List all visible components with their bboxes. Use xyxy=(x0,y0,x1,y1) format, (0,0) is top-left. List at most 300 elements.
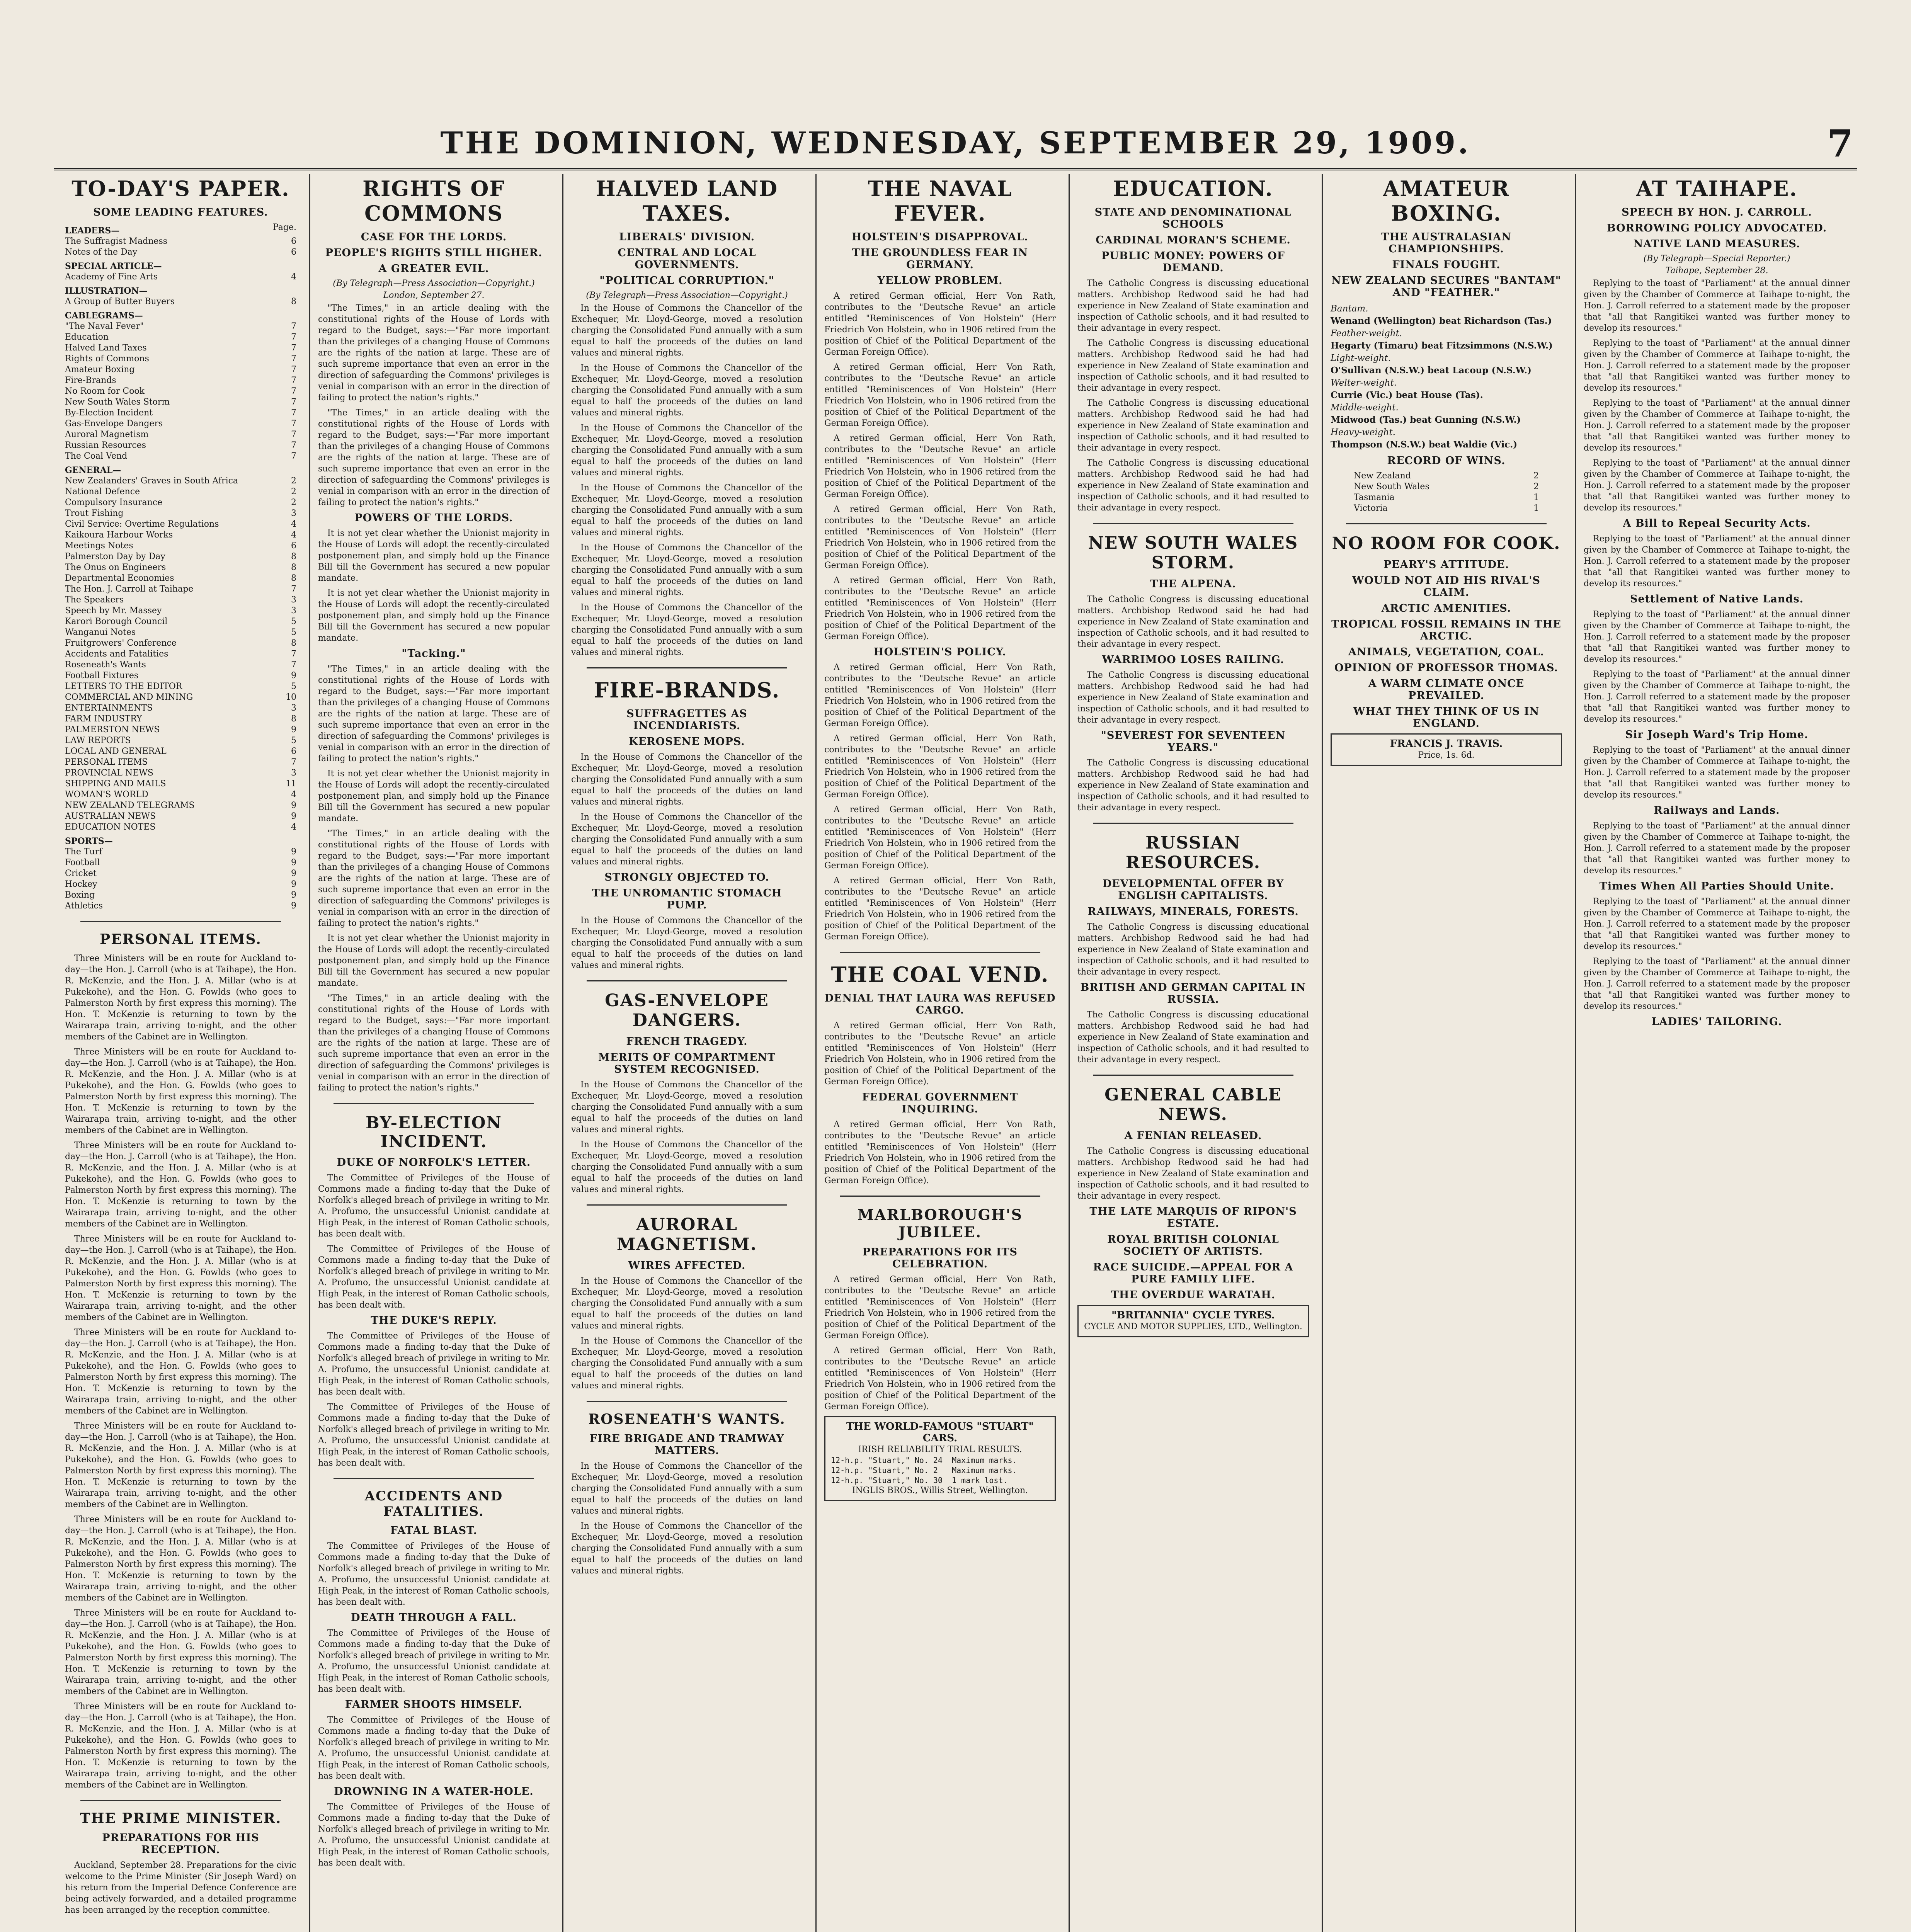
boxing-result-line: Thompson (N.S.W.) beat Waldie (Vic.) xyxy=(1331,439,1518,450)
column-rule xyxy=(815,174,817,1932)
section-subheading: WOULD NOT AID HIS RIVAL'S CLAIM. xyxy=(1352,575,1540,599)
index-title: Karori Borough Council xyxy=(65,617,168,626)
index-page: 2 xyxy=(291,476,296,486)
index-page: 4 xyxy=(291,822,296,832)
section-subheading: MERITS OF COMPARTMENT SYSTEM RECOGNISED. xyxy=(598,1051,776,1075)
article-text: A retired German official, Herr Von Rath, contributes to the "Deutsche Revue" an article entitled "Reminiscences of Von Holstein" (Herr Friedrich Von Holstein, who in 1906 retired from the position of Chief of the Political Department of the German Foreign Office). xyxy=(824,362,1056,428)
article-text: In the House of Commons the Chancellor of the Exchequer, Mr. Lloyd-George, moved a resolution charging the Consolidated Fund annually with a sum equal to half the proceeds of the duties on land values and mineral rights. xyxy=(571,423,803,478)
index-group-general xyxy=(65,476,296,692)
index-row xyxy=(65,670,296,681)
index-title: Academy of Fine Arts xyxy=(65,272,158,282)
page-number: 7 xyxy=(1827,122,1853,165)
index-row xyxy=(65,868,296,879)
index-title: By-Election Incident xyxy=(65,408,153,418)
index-row xyxy=(65,541,296,551)
section-subheading: PREPARATIONS FOR ITS CELEBRATION. xyxy=(862,1246,1018,1270)
index-title: Compulsory Insurance xyxy=(65,498,163,507)
section-subheading: SUFFRAGETTES AS INCENDIARISTS. xyxy=(626,708,747,732)
index-title: Auroral Magnetism xyxy=(65,430,149,439)
index-title: Gas-Envelope Dangers xyxy=(65,419,163,429)
index-title: FARM INDUSTRY xyxy=(65,714,142,724)
column-naval-fever xyxy=(817,174,1063,1932)
article-subheading: A Bill to Repeal Security Acts. xyxy=(1623,517,1811,529)
article-subheading: RACE SUICIDE.—APPEAL FOR A PURE FAMILY LIFE. xyxy=(1093,1261,1293,1285)
index-title: Civil Service: Overtime Regulations xyxy=(65,519,219,529)
index-title: The Turf xyxy=(65,847,102,857)
index-title: WOMAN'S WORLD xyxy=(65,790,148,799)
divider xyxy=(334,1103,534,1104)
article-text: Three Ministers will be en route for Auckland to-day—the Hon. J. Carroll (who is at Taihape), the Hon. R. McKenzie, and the Hon. J. A. Millar (who is at Pukekohe), and the Hon. G. Fowlds (who goes to Palmerston North by first express this morning). The Hon. T. McKenzie is returning to town by the Wairarapa train, arriving to-night, and the other members of the Cabinet are in Wellington. xyxy=(65,1328,296,1416)
article-text: Replying to the toast of "Parliament" at the annual dinner given by the Chamber of Commerce at Taihape to-night, the Hon. J. Carroll referred to a statement made by the proposer that "all that Rangitikei wanted was further money to develop its resources." xyxy=(1584,458,1850,513)
index-row xyxy=(65,857,296,868)
index-title: ENTERTAINMENTS xyxy=(65,703,153,713)
article-text: The Committee of Privileges of the House of Commons made a finding to-day that the Duke of Norfolk's alleged breach of privilege in writing to Mr. A. Profumo, the unsuccessful Unionist candidate at High Peak, in the interest of Roman Catholic schools, has been dealt with. xyxy=(318,1541,550,1607)
article-text: In the House of Commons the Chancellor of the Exchequer, Mr. Lloyd-George, moved a resolution charging the Consolidated Fund annually with a sum equal to half the proceeds of the duties on land values and mineral rights. xyxy=(571,812,803,867)
article-text: It is not yet clear whether the Unionist majority in the House of Lords will adopt the recently-circulated postponement plan, and simply hold up the Finance Bill till the Government has secured a new popular mandate. xyxy=(318,529,550,583)
index-row xyxy=(65,605,296,616)
boxing-result-line: O'Sullivan (N.S.W.) beat Lacoup (N.S.W.) xyxy=(1331,365,1532,376)
article-text: Three Ministers will be en route for Auckland to-day—the Hon. J. Carroll (who is at Taihape), the Hon. R. McKenzie, and the Hon. J. A. Millar (who is at Pukekohe), and the Hon. G. Fowlds (who goes to Palmerston North by first express this morning). The Hon. T. McKenzie is returning to town by the Wairarapa train, arriving to-night, and the other members of the Cabinet are in Wellington. xyxy=(65,1234,296,1322)
article-subheading: FATAL BLAST. xyxy=(390,1525,478,1537)
index-title: PERSONAL ITEMS xyxy=(65,757,148,767)
index-page: 8 xyxy=(291,552,296,561)
index-row xyxy=(65,890,296,901)
index-title: The Onus on Engineers xyxy=(65,563,166,572)
section-subheading: SPEECH BY HON. J. CARROLL. xyxy=(1622,206,1812,218)
index-title: EDUCATION NOTES xyxy=(65,822,156,832)
section-subheading: NATIVE LAND MEASURES. xyxy=(1633,238,1800,250)
article-subheading: STRONGLY OBJECTED TO. xyxy=(604,871,769,883)
divider xyxy=(1093,823,1293,824)
index-page: 8 xyxy=(291,563,296,572)
index-page: 3 xyxy=(291,703,296,713)
index-title: Speech by Mr. Massey xyxy=(65,606,162,616)
index-title: The Suffragist Madness xyxy=(65,236,168,246)
index-page: 9 xyxy=(291,879,296,889)
section-subheading: A GREATER EVIL. xyxy=(378,263,489,275)
article-text: A retired German official, Herr Von Rath, contributes to the "Deutsche Revue" an article entitled "Reminiscences of Von Holstein" (Herr Friedrich Von Holstein, who in 1906 retired from the position of Chief of the Political Department of the German Foreign Office). xyxy=(824,663,1056,728)
article-text: Three Ministers will be en route for Auckland to-day—the Hon. J. Carroll (who is at Taihape), the Hon. R. McKenzie, and the Hon. J. A. Millar (who is at Pukekohe), and the Hon. G. Fowlds (who goes to Palmerston North by first express this morning). The Hon. T. McKenzie is returning to town by the Wairarapa train, arriving to-night, and the other members of the Cabinet are in Wellington. xyxy=(65,1515,296,1603)
ad-footer: Price, 1s. 6d. xyxy=(1418,750,1475,760)
index-row xyxy=(65,746,296,757)
section-subheading: THE AUSTRALASIAN CHAMPIONSHIPS. xyxy=(1381,231,1511,255)
index-page: 7 xyxy=(291,440,296,450)
article-text: It is not yet clear whether the Unionist majority in the House of Lords will adopt the recently-circulated postponement plan, and simply hold up the Finance Bill till the Government has secured a new popular mandate. xyxy=(318,934,550,988)
article-text: It is not yet clear whether the Unionist majority in the House of Lords will adopt the recently-circulated postponement plan, and simply hold up the Finance Bill till the Government has secured a new popular mandate. xyxy=(318,769,550,823)
newspaper-title: THE DOMINION, WEDNESDAY, SEPTEMBER 29, 1909. xyxy=(440,126,1471,161)
article-text: "The Times," in an article dealing with the constitutional rights of the House of Lords with regard to the Budget, says:—"Far more important than the privileges of a changing House of Commons are the rights of the nation at large. These are of such supreme importance that even an error in the direction of safeguarding the Commons' privileges is venial in comparison with an error in the direction of failing to protect the nation's rights." xyxy=(318,664,550,764)
article-text: The Catholic Congress is discussing educational matters. Archbishop Redwood said he had had experience in New Zealand of State examination and inspection of Catholic schools, and it had resulted to their advantage in every respect. xyxy=(1077,1010,1309,1065)
article-text: "The Times," in an article dealing with the constitutional rights of the House of Lords with regard to the Budget, says:—"Far more important than the privileges of a changing House of Commons are the rights of the nation at large. These are of such supreme importance that even an error in the direction of safeguarding the Commons' privileges is venial in comparison with an error in the direction of failing to protect the nation's rights." xyxy=(318,993,550,1093)
article-text: Replying to the toast of "Parliament" at the annual dinner given by the Chamber of Commerce at Taihape to-night, the Hon. J. Carroll referred to a statement made by the proposer that "all that Rangitikei wanted was further money to develop its resources." xyxy=(1584,398,1850,453)
divider xyxy=(1093,1075,1293,1076)
article-text: Replying to the toast of "Parliament" at the annual dinner given by the Chamber of Commerce at Taihape to-night, the Hon. J. Carroll referred to a statement made by the proposer that "all that Rangitikei wanted was further money to develop its resources." xyxy=(1584,957,1850,1011)
section-heading: ACCIDENTS AND FATALITIES. xyxy=(364,1488,503,1519)
index-row xyxy=(65,724,296,735)
index-row xyxy=(1354,492,1539,503)
article-text: A retired German official, Herr Von Rath, contributes to the "Deutsche Revue" an article entitled "Reminiscences of Von Holstein" (Herr Friedrich Von Holstein, who in 1906 retired from the position of Chief of the Political Department of the German Foreign Office). xyxy=(824,434,1056,499)
index-title: New South Wales xyxy=(1354,482,1429,492)
section-subheading: DUKE OF NORFOLK'S LETTER. xyxy=(337,1156,531,1168)
article-text: A retired German official, Herr Von Rath, contributes to the "Deutsche Revue" an article entitled "Reminiscences of Von Holstein" (Herr Friedrich Von Holstein, who in 1906 retired from the position of Chief of the Political Department of the German Foreign Office). xyxy=(824,1120,1056,1185)
advertisement-ladies-tailoring: LADIES' TAILORING. xyxy=(1651,1016,1782,1028)
index-group-sports xyxy=(65,847,296,912)
index-title: Athletics xyxy=(65,901,103,911)
index-title: Football Fixtures xyxy=(65,671,139,680)
index-row xyxy=(65,562,296,573)
column-rule xyxy=(1575,174,1576,1932)
index-row xyxy=(65,476,296,486)
section-heading: THE NAVAL FEVER. xyxy=(868,176,1013,226)
index-page: 9 xyxy=(291,901,296,911)
article-text: A retired German official, Herr Von Rath, contributes to the "Deutsche Revue" an article entitled "Reminiscences of Von Holstein" (Herr Friedrich Von Holstein, who in 1906 retired from the position of Chief of the Political Department of the German Foreign Office). xyxy=(824,1275,1056,1340)
section-subheading: KEROSENE MOPS. xyxy=(629,736,745,748)
index-row xyxy=(65,418,296,429)
index-row xyxy=(65,757,296,768)
index-row xyxy=(65,714,296,724)
article-text: The Catholic Congress is discussing educational matters. Archbishop Redwood said he had had experience in New Zealand of State examination and inspection of Catholic schools, and it had resulted to their advantage in every respect. xyxy=(1077,279,1309,333)
advertisement-travis xyxy=(1331,733,1562,766)
article-text: A retired German official, Herr Von Rath, contributes to the "Deutsche Revue" an article entitled "Reminiscences of Von Holstein" (Herr Friedrich Von Holstein, who in 1906 retired from the position of Chief of the Political Department of the German Foreign Office). xyxy=(824,291,1056,357)
article-text: The Committee of Privileges of the House of Commons made a finding to-day that the Duke of Norfolk's alleged breach of privilege in writing to Mr. A. Profumo, the unsuccessful Unionist candidate at High Peak, in the interest of Roman Catholic schools, has been dealt with. xyxy=(318,1331,550,1397)
index-row xyxy=(65,296,296,307)
index-title: Palmerston Day by Day xyxy=(65,552,165,561)
divider xyxy=(840,1196,1040,1197)
column-rule xyxy=(1069,174,1070,1932)
index-label: ILLUSTRATION— xyxy=(65,286,148,296)
article-text: The Catholic Congress is discussing educational matters. Archbishop Redwood said he had had experience in New Zealand of State examination and inspection of Catholic schools, and it had resulted to their advantage in every respect. xyxy=(1077,922,1309,977)
index-row xyxy=(65,901,296,912)
article-text: Auckland, September 28. Preparations for the civic welcome to the Prime Minister (Sir Joseph Ward) on his return from the Imperial Defence Conference are being actively forwarded, and a detailed programme has been arranged by the reception committee. xyxy=(65,1861,296,1915)
section-subheading: PEARY'S ATTITUDE. xyxy=(1383,559,1509,571)
article-subheading: OPINION OF PROFESSOR THOMAS. xyxy=(1334,662,1559,674)
article-subheading: A FENIAN RELEASED. xyxy=(1124,1130,1262,1142)
divider xyxy=(587,1401,787,1402)
article-text: Three Ministers will be en route for Auckland to-day—the Hon. J. Carroll (who is at Taihape), the Hon. R. McKenzie, and the Hon. J. A. Millar (who is at Pukekohe), and the Hon. G. Fowlds (who goes to Palmerston North by first express this morning). The Hon. T. McKenzie is returning to town by the Wairarapa train, arriving to-night, and the other members of the Cabinet are in Wellington. xyxy=(65,1047,296,1135)
article-text: A retired German official, Herr Von Rath, contributes to the "Deutsche Revue" an article entitled "Reminiscences of Von Holstein" (Herr Friedrich Von Holstein, who in 1906 retired from the position of Chief of the Political Department of the German Foreign Office). xyxy=(824,505,1056,570)
article-text: A retired German official, Herr Von Rath, contributes to the "Deutsche Revue" an article entitled "Reminiscences of Von Holstein" (Herr Friedrich Von Holstein, who in 1906 retired from the position of Chief of the Political Department of the German Foreign Office). xyxy=(824,805,1056,871)
article-text: The Committee of Privileges of the House of Commons made a finding to-day that the Duke of Norfolk's alleged breach of privilege in writing to Mr. A. Profumo, the unsuccessful Unionist candidate at High Peak, in the interest of Roman Catholic schools, has been dealt with. xyxy=(318,1628,550,1694)
article-text: The Committee of Privileges of the House of Commons made a finding to-day that the Duke of Norfolk's alleged breach of privilege in writing to Mr. A. Profumo, the unsuccessful Unionist candidate at High Peak, in the interest of Roman Catholic schools, has been dealt with. xyxy=(318,1244,550,1310)
index-group-special xyxy=(65,272,296,282)
ad-footer: INGLIS BROS., Willis Street, Wellington. xyxy=(852,1486,1028,1495)
article-text: Replying to the toast of "Parliament" at the annual dinner given by the Chamber of Commerce at Taihape to-night, the Hon. J. Carroll referred to a statement made by the proposer that "all that Rangitikei wanted was further money to develop its resources." xyxy=(1584,279,1850,333)
index-page: 4 xyxy=(291,530,296,540)
article-subheading: Sir Joseph Ward's Trip Home. xyxy=(1625,729,1809,741)
article-text: A retired German official, Herr Von Rath, contributes to the "Deutsche Revue" an article entitled "Reminiscences of Von Holstein" (Herr Friedrich Von Holstein, who in 1906 retired from the position of Chief of the Political Department of the German Foreign Office). xyxy=(824,1346,1056,1412)
article-text: The Catholic Congress is discussing educational matters. Archbishop Redwood said he had had experience in New Zealand of State examination and inspection of Catholic schools, and it had resulted to their advantage in every respect. xyxy=(1077,670,1309,725)
index-row xyxy=(65,408,296,418)
article-text: The Committee of Privileges of the House of Commons made a finding to-day that the Duke of Norfolk's alleged breach of privilege in writing to Mr. A. Profumo, the unsuccessful Unionist candidate at High Peak, in the interest of Roman Catholic schools, has been dealt with. xyxy=(318,1802,550,1868)
index-page: 6 xyxy=(291,747,296,756)
boxing-result-line: Hegarty (Timaru) beat Fitzsimmons (N.S.W.) xyxy=(1331,340,1553,351)
article-text: A retired German official, Herr Von Rath, contributes to the "Deutsche Revue" an article entitled "Reminiscences of Von Holstein" (Herr Friedrich Von Holstein, who in 1906 retired from the position of Chief of the Political Department of the German Foreign Office). xyxy=(824,576,1056,641)
index-page: 3 xyxy=(291,595,296,605)
index-title: LETTERS TO THE EDITOR xyxy=(65,682,182,691)
article-text: Replying to the toast of "Parliament" at the annual dinner given by the Chamber of Commerce at Taihape to-night, the Hon. J. Carroll referred to a statement made by the proposer that "all that Rangitikei wanted was further money to develop its resources." xyxy=(1584,821,1850,876)
article-text: A retired German official, Herr Von Rath, contributes to the "Deutsche Revue" an article entitled "Reminiscences of Von Holstein" (Herr Friedrich Von Holstein, who in 1906 retired from the position of Chief of the Political Department of the German Foreign Office). xyxy=(824,876,1056,942)
index-title: The Coal Vend xyxy=(65,451,128,461)
index-page: 7 xyxy=(291,649,296,659)
article-text: The Committee of Privileges of the House of Commons made a finding to-day that the Duke of Norfolk's alleged breach of privilege in writing to Mr. A. Profumo, the unsuccessful Unionist candidate at High Peak, in the interest of Roman Catholic schools, has been dealt with. xyxy=(318,1715,550,1781)
index-row xyxy=(65,692,296,703)
advertisement-britannia-tyres xyxy=(1077,1305,1309,1337)
index-title: The Hon. J. Carroll at Taihape xyxy=(65,584,194,594)
article-text: The Catholic Congress is discussing educational matters. Archbishop Redwood said he had had experience in New Zealand of State examination and inspection of Catholic schools, and it had resulted to their advantage in every respect. xyxy=(1077,1146,1309,1201)
article-text: Replying to the toast of "Parliament" at the annual dinner given by the Chamber of Commerce at Taihape to-night, the Hon. J. Carroll referred to a statement made by the proposer that "all that Rangitikei wanted was further money to develop its resources." xyxy=(1584,670,1850,724)
section-subheading: RAILWAYS, MINERALS, FORESTS. xyxy=(1087,906,1299,918)
index-row xyxy=(65,879,296,890)
index-title: COMMERCIAL AND MINING xyxy=(65,692,193,702)
index-page: 9 xyxy=(291,890,296,900)
column-rule xyxy=(1322,174,1323,1932)
section-heading: GAS-ENVELOPE DANGERS. xyxy=(605,991,769,1030)
boxing-result-line: Light-weight. xyxy=(1331,353,1391,363)
index-row xyxy=(65,440,296,451)
index-page: 9 xyxy=(291,811,296,821)
index-label: SPORTS— xyxy=(65,836,113,846)
index-page: 7 xyxy=(291,584,296,594)
index-row xyxy=(65,681,296,692)
index-title: Rights of Commons xyxy=(65,354,149,364)
index-page: 7 xyxy=(291,365,296,374)
index-title: Victoria xyxy=(1354,503,1388,513)
article-text: The Catholic Congress is discussing educational matters. Archbishop Redwood said he had had experience in New Zealand of State examination and inspection of Catholic schools, and it had resulted to their advantage in every respect. xyxy=(1077,458,1309,513)
index-page: 6 xyxy=(291,541,296,551)
section-subheading: CENTRAL AND LOCAL GOVERNMENTS. xyxy=(618,247,756,271)
index-row xyxy=(65,354,296,364)
index-row xyxy=(65,551,296,562)
article-text: "The Times," in an article dealing with the constitutional rights of the House of Lords with regard to the Budget, says:—"Far more important than the privileges of a changing House of Commons are the rights of the nation at large. These are of such supreme importance that even an error in the direction of safeguarding the Commons' privileges is venial in comparison with an error in the direction of failing to protect the nation's rights." xyxy=(318,408,550,507)
article-text: Replying to the toast of "Parliament" at the annual dinner given by the Chamber of Commerce at Taihape to-night, the Hon. J. Carroll referred to a statement made by the proposer that "all that Rangitikei wanted was further money to develop its resources." xyxy=(1584,338,1850,393)
article-text: In the House of Commons the Chancellor of the Exchequer, Mr. Lloyd-George, moved a resolution charging the Consolidated Fund annually with a sum equal to half the proceeds of the duties on land values and mineral rights. xyxy=(571,363,803,418)
ad-footer: CYCLE AND MOTOR SUPPLIES, LTD., Wellington. xyxy=(1084,1322,1302,1332)
index-row xyxy=(65,272,296,282)
index-page: 9 xyxy=(291,801,296,810)
article-subheading: BRITISH AND GERMAN CAPITAL IN RUSSIA. xyxy=(1080,981,1306,1005)
section-subheading: DENIAL THAT LAURA WAS REFUSED CARGO. xyxy=(824,992,1056,1016)
index-row xyxy=(65,386,296,397)
index-title: SHIPPING AND MAILS xyxy=(65,779,166,789)
index-title: Kaikoura Harbour Works xyxy=(65,530,173,540)
article-text: "The Times," in an article dealing with the constitutional rights of the House of Lords with regard to the Budget, says:—"Far more important than the privileges of a changing House of Commons are the rights of the nation at large. These are of such supreme importance that even an error in the direction of safeguarding the Commons' privileges is venial in comparison with an error in the direction of failing to protect the nation's rights." xyxy=(318,829,550,928)
boxing-result-line: Middle-weight. xyxy=(1331,403,1399,413)
section-heading: HALVED LAND TAXES. xyxy=(596,176,778,226)
article-text: "The Times," in an article dealing with the constitutional rights of the House of Lords with regard to the Budget, says:—"Far more important than the privileges of a changing House of Commons are the rights of the nation at large. These are of such supreme importance that even an error in the direction of safeguarding the Commons' privileges is venial in comparison with an error in the direction of failing to protect the nation's rights." xyxy=(318,303,550,403)
index-row xyxy=(65,789,296,800)
article-subheading: THE UNROMANTIC STOMACH PUMP. xyxy=(592,887,782,911)
section-heading: THE COAL VEND. xyxy=(831,962,1049,987)
index-title: National Defence xyxy=(65,487,140,497)
index-row xyxy=(65,397,296,408)
record-table xyxy=(1331,471,1562,514)
index-title: Cricket xyxy=(65,869,97,878)
index-row xyxy=(65,247,296,258)
section-subheading: THE GROUNDLESS FEAR IN GERMANY. xyxy=(852,247,1028,271)
article-subheading: Settlement of Native Lands. xyxy=(1630,593,1804,605)
index-label: CABLEGRAMS— xyxy=(65,311,143,321)
boxing-results xyxy=(1331,303,1562,451)
column-amateur-boxing xyxy=(1324,174,1569,1932)
index-page: 6 xyxy=(291,236,296,246)
article-subheading: THE OVERDUE WARATAH. xyxy=(1111,1289,1276,1301)
index-row xyxy=(65,847,296,857)
section-subheading: PEOPLE'S RIGHTS STILL HIGHER. xyxy=(325,247,543,259)
index-row xyxy=(65,321,296,332)
article-subheading: A WARM CLIMATE ONCE PREVAILED. xyxy=(1368,678,1525,702)
article-text: It is not yet clear whether the Unionist majority in the House of Lords will adopt the recently-circulated postponement plan, and simply hold up the Finance Bill till the Government has secured a new popular mandate. xyxy=(318,588,550,643)
article-text: The Committee of Privileges of the House of Commons made a finding to-day that the Duke of Norfolk's alleged breach of privilege in writing to Mr. A. Profumo, the unsuccessful Unionist candidate at High Peak, in the interest of Roman Catholic schools, has been dealt with. xyxy=(318,1402,550,1468)
index-label: LEADERS— xyxy=(65,226,120,236)
article-text: In the House of Commons the Chancellor of the Exchequer, Mr. Lloyd-George, moved a resolution charging the Consolidated Fund annually with a sum equal to half the proceeds of the duties on land values and mineral rights. xyxy=(571,1140,803,1194)
section-subheading: NEW ZEALAND SECURES "BANTAM" AND "FEATHER." xyxy=(1331,275,1561,299)
article-subheading: "Tacking." xyxy=(402,648,466,660)
column-education xyxy=(1070,174,1316,1932)
article-subheading: WHAT THEY THINK OF US IN ENGLAND. xyxy=(1353,706,1540,730)
section-subheading: DEVELOPMENTAL OFFER BY ENGLISH CAPITALISTS. xyxy=(1102,878,1284,902)
index-title: Tasmania xyxy=(1354,493,1395,502)
index-row xyxy=(65,735,296,746)
section-heading: FIRE-BRANDS. xyxy=(594,678,780,702)
section-subheading: STATE AND DENOMINATIONAL SCHOOLS xyxy=(1094,206,1292,230)
column-rule xyxy=(309,174,310,1932)
article-text: The Catholic Congress is discussing educational matters. Archbishop Redwood said he had had experience in New Zealand of State examination and inspection of Catholic schools, and it had resulted to their advantage in every respect. xyxy=(1077,398,1309,453)
index-row xyxy=(65,811,296,822)
index-row xyxy=(65,638,296,649)
index-page: 3 xyxy=(291,768,296,778)
article-subheading: Times When All Parties Should Unite. xyxy=(1599,880,1834,892)
article-text: The Catholic Congress is discussing educational matters. Archbishop Redwood said he had had experience in New Zealand of State examination and inspection of Catholic schools, and it had resulted to their advantage in every respect. xyxy=(1077,758,1309,813)
index-page: 8 xyxy=(291,573,296,583)
index-page: 7 xyxy=(291,757,296,767)
boxing-result-line: Feather-weight. xyxy=(1331,328,1402,338)
ad-results: 12-h.p. "Stuart," No. 24 Maximum marks. 12-h.p. "Stuart," No. 2 Maximum marks. 12-h.p. "Stuart," No. 30 1 mark lost. xyxy=(831,1456,1017,1485)
divider xyxy=(334,1478,534,1479)
article-text: A retired German official, Herr Von Rath, contributes to the "Deutsche Revue" an article entitled "Reminiscences of Von Holstein" (Herr Friedrich Von Holstein, who in 1906 retired from the position of Chief of the Political Department of the German Foreign Office). xyxy=(824,1021,1056,1087)
index-title: Amateur Boxing xyxy=(65,365,135,374)
index-page: 2 xyxy=(291,498,296,507)
index-row xyxy=(65,508,296,519)
index-title: Russian Resources xyxy=(65,440,146,450)
index-title: LOCAL AND GENERAL xyxy=(65,747,167,756)
index-row xyxy=(65,584,296,595)
index-title: Hockey xyxy=(65,879,97,889)
index-row xyxy=(65,236,296,247)
index-page: 4 xyxy=(291,519,296,529)
section-heading: EDUCATION. xyxy=(1113,176,1273,201)
index-title: Fruitgrowers' Conference xyxy=(65,638,177,648)
ad-title: FRANCIS J. TRAVIS. xyxy=(1390,738,1503,750)
index-title: Departmental Economies xyxy=(65,573,174,583)
index-row xyxy=(65,822,296,833)
index-page: 7 xyxy=(291,343,296,353)
index-page: 5 xyxy=(291,628,296,637)
boxing-result-line: Currie (Vic.) beat House (Tas). xyxy=(1331,390,1483,400)
index-title: Football xyxy=(65,858,100,867)
index-row xyxy=(65,768,296,779)
section-heading: AURORAL MAGNETISM. xyxy=(616,1215,757,1254)
index-title: Meetings Notes xyxy=(65,541,133,551)
column-todays-paper xyxy=(58,174,303,1932)
article-subheading: HOLSTEIN'S POLICY. xyxy=(874,646,1006,658)
section-subheading: FINALS FOUGHT. xyxy=(1392,259,1501,271)
index-title: NEW ZEALAND TELEGRAMS xyxy=(65,801,195,810)
index-title: PALMERSTON NEWS xyxy=(65,725,160,735)
section-subheading: WIRES AFFECTED. xyxy=(628,1260,746,1272)
section-heading: RIGHTS OF COMMONS xyxy=(362,176,505,226)
index-title: Wanganui Notes xyxy=(65,628,136,637)
prime-minister-subheading: PREPARATIONS FOR HIS RECEPTION. xyxy=(102,1832,259,1856)
index-title: LAW REPORTS xyxy=(65,736,131,745)
index-group-commercial xyxy=(65,692,296,833)
article-subheading: Railways and Lands. xyxy=(1654,804,1780,816)
index-page: 5 xyxy=(291,682,296,691)
article-text: In the House of Commons the Chancellor of the Exchequer, Mr. Lloyd-George, moved a resolution charging the Consolidated Fund annually with a sum equal to half the proceeds of the duties on land values and mineral rights. xyxy=(571,603,803,657)
index-page: 2 xyxy=(291,487,296,497)
index-title: "The Naval Fever" xyxy=(65,321,144,331)
section-subheading: THE ALPENA. xyxy=(1150,578,1236,590)
index-title: New Zealanders' Graves in South Africa xyxy=(65,476,238,486)
index-title: Accidents and Fatalities xyxy=(65,649,168,659)
article-text: In the House of Commons the Chancellor of the Exchequer, Mr. Lloyd-George, moved a resolution charging the Consolidated Fund annually with a sum equal to half the proceeds of the duties on land values and mineral rights. xyxy=(571,752,803,807)
article-subheading: DEATH THROUGH A FALL. xyxy=(351,1612,517,1624)
column-at-taihape xyxy=(1577,174,1857,1932)
index-title: Boxing xyxy=(65,890,95,900)
index-row xyxy=(65,429,296,440)
index-page: 4 xyxy=(291,272,296,282)
contents-index xyxy=(65,222,296,912)
article-text: Three Ministers will be en route for Auckland to-day—the Hon. J. Carroll (who is at Taihape), the Hon. R. McKenzie, and the Hon. J. A. Millar (who is at Pukekohe), and the Hon. G. Fowlds (who goes to Palmerston North by first express this morning). The Hon. T. McKenzie is returning to town by the Wairarapa train, arriving to-night, and the other members of the Cabinet are in Wellington. xyxy=(65,1608,296,1696)
index-row xyxy=(65,332,296,343)
ad-title: THE WORLD-FAMOUS "STUART" CARS. xyxy=(846,1421,1034,1444)
index-page: 7 xyxy=(291,430,296,439)
article-text: In the House of Commons the Chancellor of the Exchequer, Mr. Lloyd-George, moved a resolution charging the Consolidated Fund annually with a sum equal to half the proceeds of the duties on land values and mineral rights. xyxy=(571,483,803,537)
index-page: 8 xyxy=(291,297,296,306)
index-row xyxy=(65,800,296,811)
index-row xyxy=(65,486,296,497)
index-page: 7 xyxy=(291,332,296,342)
index-row xyxy=(65,703,296,714)
personal-heading: PERSONAL ITEMS. xyxy=(100,931,262,947)
index-page: 7 xyxy=(291,660,296,670)
index-title: New South Wales Storm xyxy=(65,397,170,407)
section-subheading: CARDINAL MORAN'S SCHEME. xyxy=(1096,234,1291,246)
index-row xyxy=(65,530,296,541)
advertisement-stuart-cars xyxy=(824,1416,1056,1501)
index-row xyxy=(65,497,296,508)
ad-subtitle: IRISH RELIABILITY TRIAL RESULTS. xyxy=(858,1445,1022,1454)
index-row xyxy=(65,595,296,605)
index-row xyxy=(65,343,296,354)
section-heading: BY-ELECTION INCIDENT. xyxy=(366,1113,502,1151)
index-row xyxy=(65,519,296,530)
index-page: 4 xyxy=(291,790,296,799)
index-row xyxy=(65,779,296,789)
index-title: Halved Land Taxes xyxy=(65,343,147,353)
index-page: 5 xyxy=(291,736,296,745)
article-subheading: "SEVEREST FOR SEVENTEEN YEARS." xyxy=(1101,730,1286,753)
article-text: Replying to the toast of "Parliament" at the annual dinner given by the Chamber of Commerce at Taihape to-night, the Hon. J. Carroll referred to a statement made by the proposer that "all that Rangitikei wanted was further money to develop its resources." xyxy=(1584,745,1850,800)
index-page: 1 xyxy=(1533,503,1539,513)
index-row xyxy=(65,451,296,462)
article-text: Replying to the toast of "Parliament" at the annual dinner given by the Chamber of Commerce at Taihape to-night, the Hon. J. Carroll referred to a statement made by the proposer that "all that Rangitikei wanted was further money to develop its resources." xyxy=(1584,534,1850,588)
index-label: SPECIAL ARTICLE— xyxy=(65,261,162,271)
dateline: London, September 27. xyxy=(383,291,485,300)
index-row xyxy=(65,649,296,660)
divider xyxy=(1093,523,1293,524)
index-label: GENERAL— xyxy=(65,465,121,475)
index-title: PROVINCIAL NEWS xyxy=(65,768,153,778)
